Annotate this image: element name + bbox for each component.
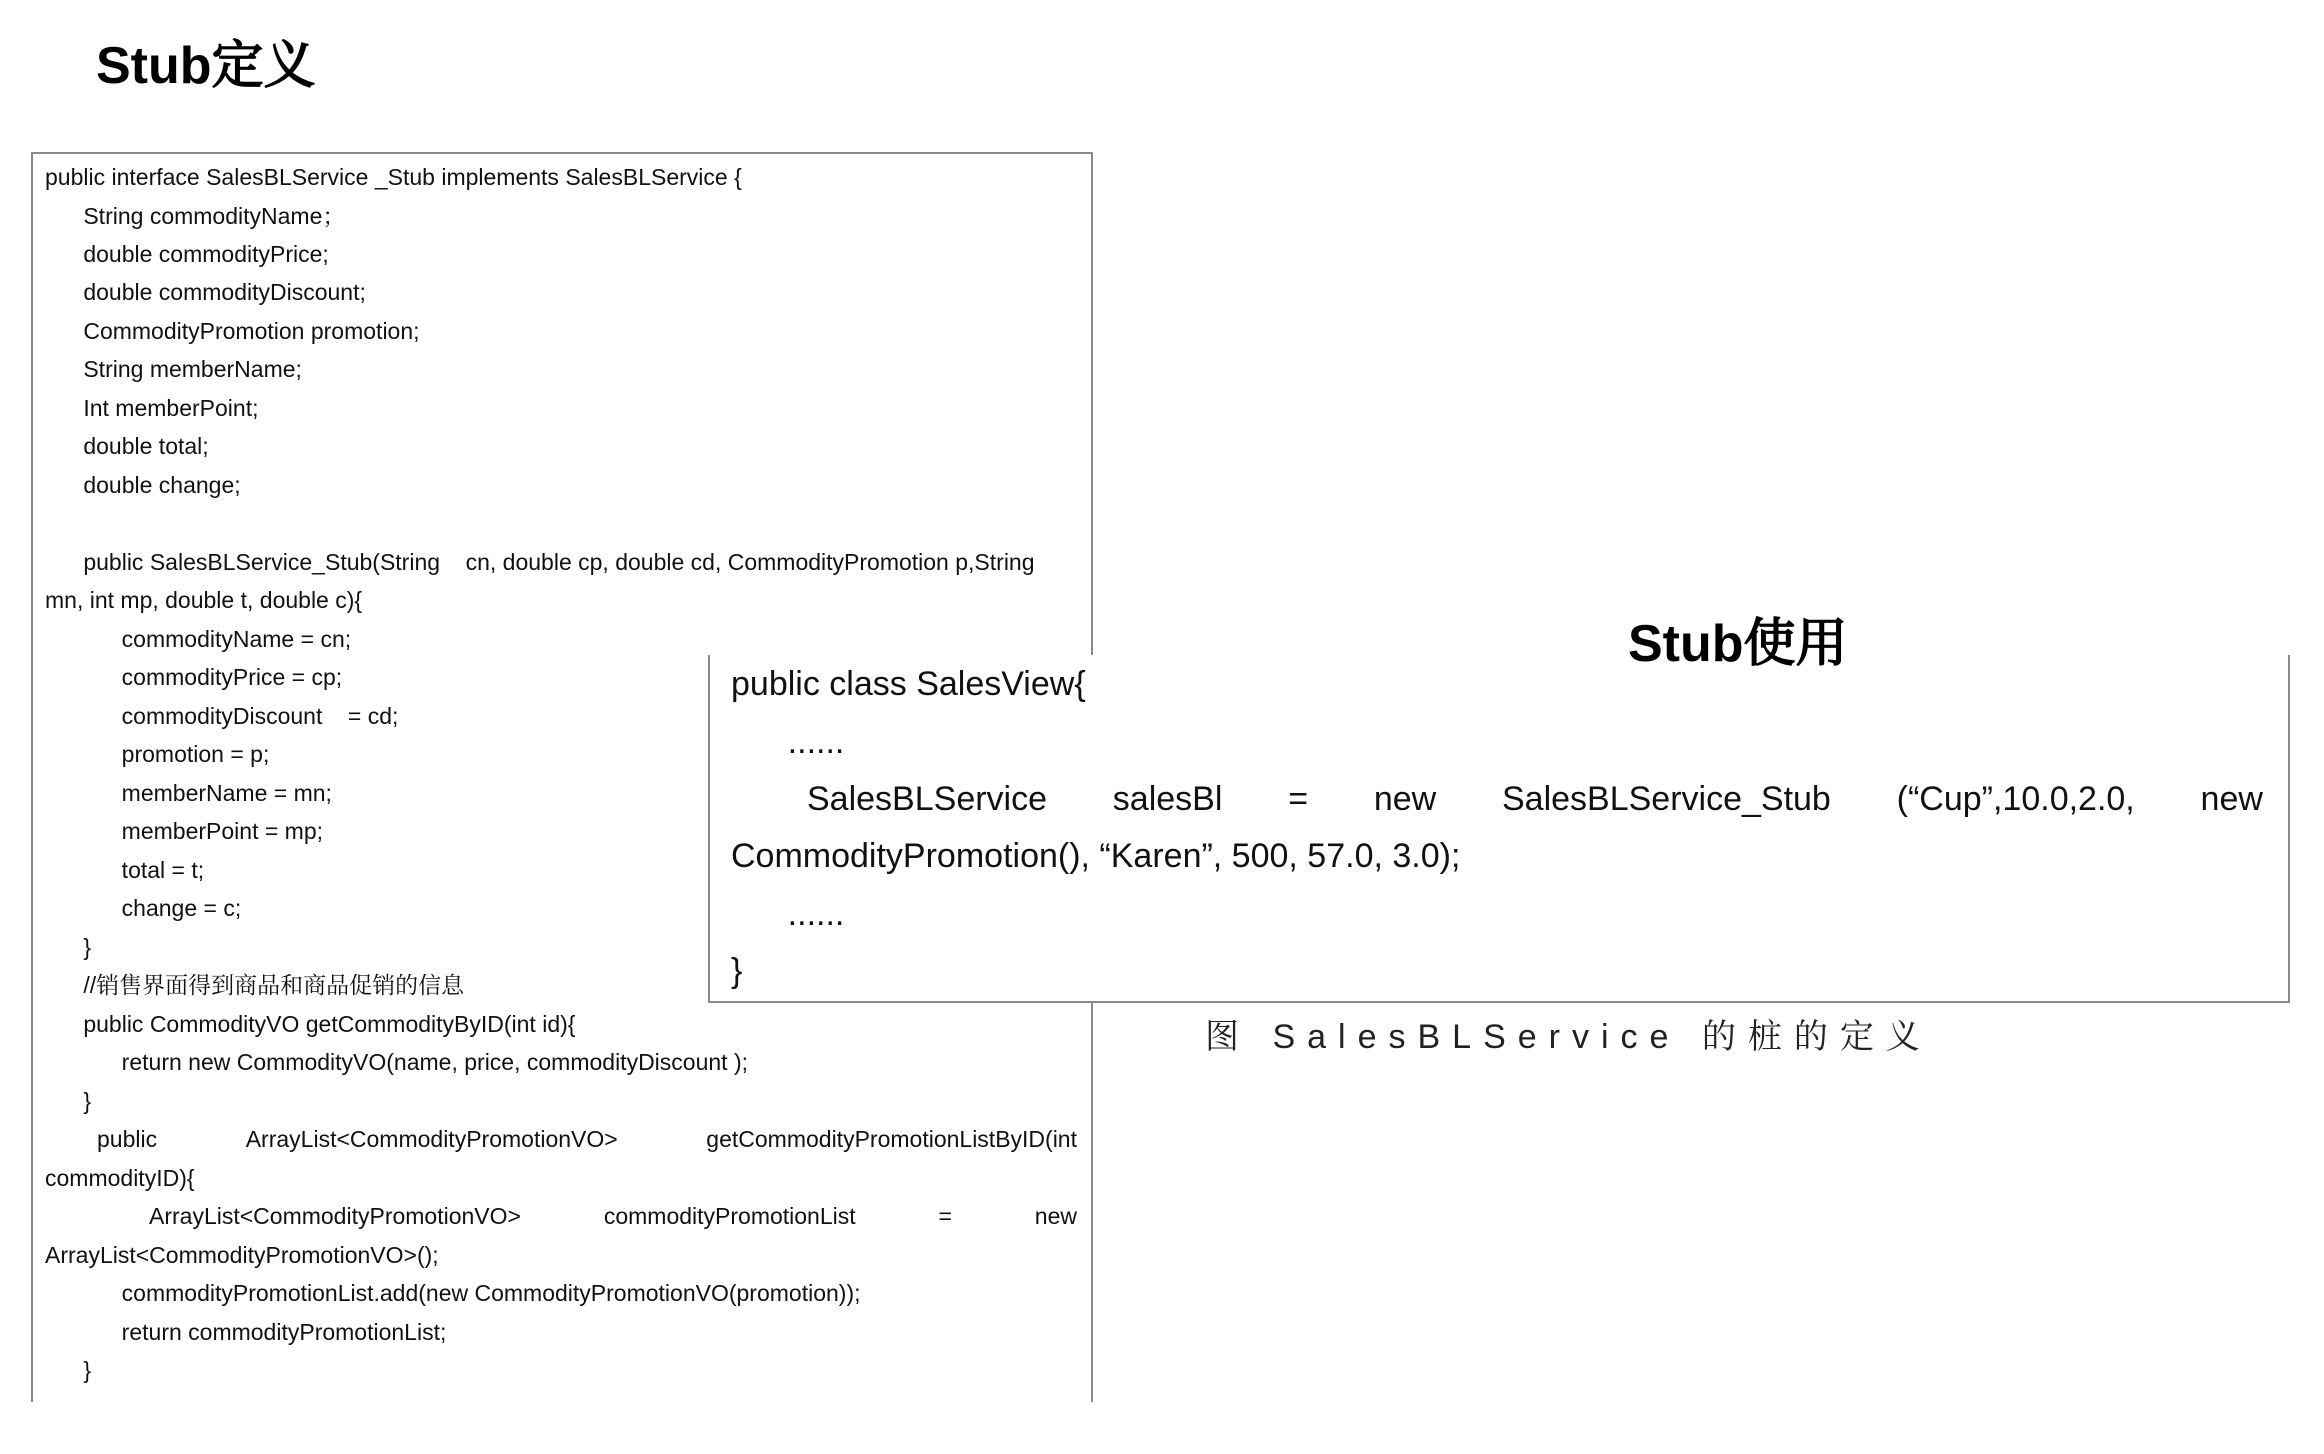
stub-usage-code-block bbox=[708, 655, 2290, 1003]
code-line: } bbox=[731, 952, 743, 990]
code-token: new bbox=[1034, 1203, 1077, 1229]
code-line: CommodityPromotion(), “Karen”, 500, 57.0, 3.0); bbox=[731, 837, 1461, 875]
code-line: double commodityDiscount; bbox=[45, 279, 366, 305]
stub-usage-title: Stub使用 bbox=[1628, 615, 1848, 673]
code-comment-line: //销售界面得到商品和商品促销的信息 bbox=[45, 972, 465, 998]
code-line: total = t; bbox=[45, 857, 205, 883]
code-line: return new CommodityVO(name, price, commodityDiscount ); bbox=[45, 1049, 748, 1075]
code-line: public SalesBLService_Stub(String cn, double cp, double cd, CommodityPromotion p,String bbox=[45, 549, 1035, 575]
code-token: ArrayList<CommodityPromotionVO> bbox=[149, 1203, 521, 1229]
code-line: double commodityPrice; bbox=[45, 241, 329, 267]
code-line: } bbox=[45, 1357, 92, 1383]
code-line: CommodityPromotion promotion; bbox=[45, 318, 420, 344]
code-token: new bbox=[2200, 780, 2263, 818]
code-line: public class SalesView{ bbox=[731, 665, 1086, 703]
code-line: String memberName; bbox=[45, 356, 302, 382]
code-token: SalesBLService_Stub bbox=[1501, 780, 1831, 818]
code-line: commodityName = cn; bbox=[45, 626, 352, 652]
code-token: SalesBLService bbox=[807, 780, 1048, 818]
figure-caption-text: 图 SalesBLService 的桩的定义 bbox=[1205, 1018, 1932, 1056]
code-line: ArrayList<CommodityPromotionVO>(); bbox=[45, 1242, 439, 1268]
code-line bbox=[731, 782, 2263, 816]
figure-caption-fragment bbox=[1205, 1003, 1932, 1056]
code-line: ...... bbox=[731, 895, 845, 933]
code-line: promotion = p; bbox=[45, 741, 270, 767]
code-line: commodityPromotionList.add(new CommodityPromotionVO(promotion)); bbox=[45, 1280, 861, 1306]
code-line: commodityDiscount = cd; bbox=[45, 703, 399, 729]
code-token: public bbox=[97, 1126, 158, 1152]
stub-definition-title: Stub定义 bbox=[96, 37, 316, 95]
code-line: commodityID){ bbox=[45, 1165, 195, 1191]
code-token: new bbox=[1373, 780, 1437, 818]
code-line: return commodityPromotionList; bbox=[45, 1319, 447, 1345]
code-line bbox=[45, 1205, 1077, 1228]
code-line: } bbox=[45, 934, 92, 960]
code-line: public CommodityVO getCommodityByID(int id){ bbox=[45, 1011, 576, 1037]
code-line: ...... bbox=[731, 723, 845, 761]
code-line: mn, int mp, double t, double c){ bbox=[45, 587, 363, 613]
code-line: String commodityName； bbox=[45, 203, 346, 229]
code-line: } bbox=[45, 1088, 92, 1114]
code-token: = bbox=[938, 1203, 952, 1229]
code-line: change = c; bbox=[45, 895, 242, 921]
code-line: memberName = mn; bbox=[45, 780, 332, 806]
code-token: commodityPromotionList bbox=[603, 1203, 856, 1229]
code-token: ArrayList<CommodityPromotionVO> bbox=[245, 1126, 618, 1152]
code-line: double total; bbox=[45, 433, 209, 459]
code-token: salesBl bbox=[1112, 780, 1223, 818]
code-line: memberPoint = mp; bbox=[45, 818, 324, 844]
code-line: Int memberPoint; bbox=[45, 395, 259, 421]
code-token: getCommodityPromotionListByID(int bbox=[706, 1126, 1077, 1152]
code-line: double change; bbox=[45, 472, 241, 498]
code-line bbox=[45, 1128, 1077, 1151]
code-line: public interface SalesBLService _Stub implements SalesBLService { bbox=[45, 164, 742, 190]
code-token: (“Cup”,10.0,2.0, bbox=[1896, 780, 2135, 818]
code-token: = bbox=[1288, 780, 1309, 818]
code-line: commodityPrice = cp; bbox=[45, 664, 343, 690]
